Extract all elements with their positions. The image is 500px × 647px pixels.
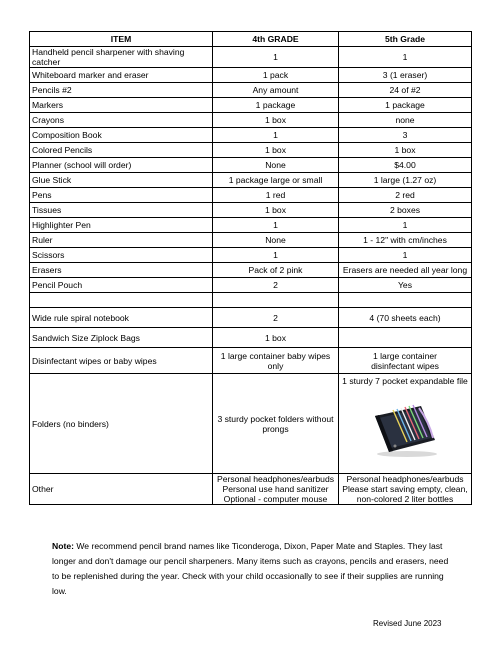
grade4-cell: None	[213, 233, 339, 248]
expandable-file-folder-image	[369, 396, 441, 458]
table-row	[30, 68, 472, 83]
grade5-cell: 3	[339, 128, 472, 143]
item-cell: Highlighter Pen	[30, 218, 213, 233]
grade4-cell: 1 pack	[213, 68, 339, 83]
note-text: We recommend pencil brand names like Ticonderoga, Dixon, Paper Mate and Staples. They last longer and don't damage our pencil sharpeners. Many items such as crayons, pencils and erasers, need to be replenished during the year. Check with your child occasionally to see if their supplies are running low.	[52, 540, 449, 596]
table-row	[30, 248, 472, 263]
grade5-cell: Yes	[339, 278, 472, 293]
grade5-cell: 2 boxes	[339, 203, 472, 218]
item-cell: Pencils #2	[30, 83, 213, 98]
grade5-cell: 1 - 12" with cm/inches	[339, 233, 472, 248]
grade4-cell: 1	[213, 47, 339, 68]
item-cell: Markers	[30, 98, 213, 113]
supply-list-table	[29, 31, 472, 505]
grade5-cell: 1	[339, 47, 472, 68]
table-row	[30, 218, 472, 233]
item-cell: Disinfectant wipes or baby wipes	[30, 348, 213, 374]
grade4-cell: Pack of 2 pink	[213, 263, 339, 278]
grade5-cell: Erasers are needed all year long	[339, 263, 472, 278]
item-cell: Folders (no binders)	[30, 374, 213, 474]
grade5-cell: 1	[339, 248, 472, 263]
grade5-cell: 1 package	[339, 98, 472, 113]
table-row	[30, 128, 472, 143]
header-item: ITEM	[30, 32, 213, 47]
grade5-cell: $4.00	[339, 158, 472, 173]
table-row-empty	[30, 293, 472, 308]
item-cell: Sandwich Size Ziplock Bags	[30, 328, 213, 348]
item-cell: Colored Pencils	[30, 143, 213, 158]
grade4-cell: 1 package	[213, 98, 339, 113]
grade4-cell: None	[213, 158, 339, 173]
table-row	[30, 143, 472, 158]
table-row	[30, 308, 472, 328]
item-cell: Tissues	[30, 203, 213, 218]
table-header-row	[30, 32, 472, 47]
grade5-cell: none	[339, 113, 472, 128]
note-label: Note:	[52, 540, 74, 551]
table-row	[30, 374, 472, 474]
grade4-cell: 1 red	[213, 188, 339, 203]
grade5-cell: 1	[339, 218, 472, 233]
item-cell: Erasers	[30, 263, 213, 278]
grade5-cell: 1 box	[339, 143, 472, 158]
item-cell: Crayons	[30, 113, 213, 128]
item-cell	[30, 293, 213, 308]
item-cell: Whiteboard marker and eraser	[30, 68, 213, 83]
table-row	[30, 158, 472, 173]
grade4-cell: 1 box	[213, 203, 339, 218]
grade4-cell: 1 box	[213, 328, 339, 348]
grade5-cell	[339, 328, 472, 348]
grade4-cell: 1 box	[213, 143, 339, 158]
item-cell: Glue Stick	[30, 173, 213, 188]
grade4-cell: 3 sturdy pocket folders without prongs	[213, 374, 339, 474]
table-row	[30, 98, 472, 113]
item-cell: Other	[30, 474, 213, 505]
grade4-cell: Personal headphones/earbuds Personal use hand sanitizer Optional - computer mouse	[213, 474, 339, 505]
table-row	[30, 233, 472, 248]
item-cell: Handheld pencil sharpener with shaving catcher	[30, 47, 213, 68]
table-row	[30, 474, 472, 505]
table-row	[30, 173, 472, 188]
item-cell: Scissors	[30, 248, 213, 263]
grade5-cell	[339, 293, 472, 308]
grade5-folder-text: 1 sturdy 7 pocket expandable file	[342, 376, 468, 386]
table-row	[30, 263, 472, 278]
table-row	[30, 83, 472, 98]
header-4th-grade: 4th GRADE	[213, 32, 339, 47]
grade4-cell: 1 large container baby wipes only	[213, 348, 339, 374]
grade4-cell: 1	[213, 218, 339, 233]
table-row	[30, 348, 472, 374]
item-cell: Pencil Pouch	[30, 278, 213, 293]
grade5-cell: 1 large container disinfectant wipes	[339, 348, 472, 374]
item-cell: Pens	[30, 188, 213, 203]
table-row	[30, 113, 472, 128]
note-paragraph	[52, 539, 452, 599]
grade4-cell: 1 box	[213, 113, 339, 128]
grade4-cell	[213, 293, 339, 308]
item-cell: Ruler	[30, 233, 213, 248]
table-row	[30, 278, 472, 293]
header-5th-grade: 5th Grade	[339, 32, 472, 47]
grade4-cell: 1	[213, 128, 339, 143]
grade4-cell: 2	[213, 308, 339, 328]
grade5-cell: 4 (70 sheets each)	[339, 308, 472, 328]
item-cell: Wide rule spiral notebook	[30, 308, 213, 328]
table-row	[30, 203, 472, 218]
item-cell: Composition Book	[30, 128, 213, 143]
grade4-cell: Any amount	[213, 83, 339, 98]
revised-date: Revised June 2023	[373, 619, 442, 628]
grade4-cell: 1 package large or small	[213, 173, 339, 188]
table-row	[30, 188, 472, 203]
grade4-cell: 1	[213, 248, 339, 263]
grade5-cell: 24 of #2	[339, 83, 472, 98]
grade4-cell: 2	[213, 278, 339, 293]
grade5-cell	[339, 374, 472, 474]
table-row	[30, 47, 472, 68]
item-cell: Planner (school will order)	[30, 158, 213, 173]
grade5-cell: 2 red	[339, 188, 472, 203]
table-row	[30, 328, 472, 348]
grade5-cell: 1 large (1.27 oz)	[339, 173, 472, 188]
grade5-cell: Personal headphones/earbuds Please start saving empty, clean, non-colored 2 liter bottles	[339, 474, 472, 505]
grade5-cell: 3 (1 eraser)	[339, 68, 472, 83]
